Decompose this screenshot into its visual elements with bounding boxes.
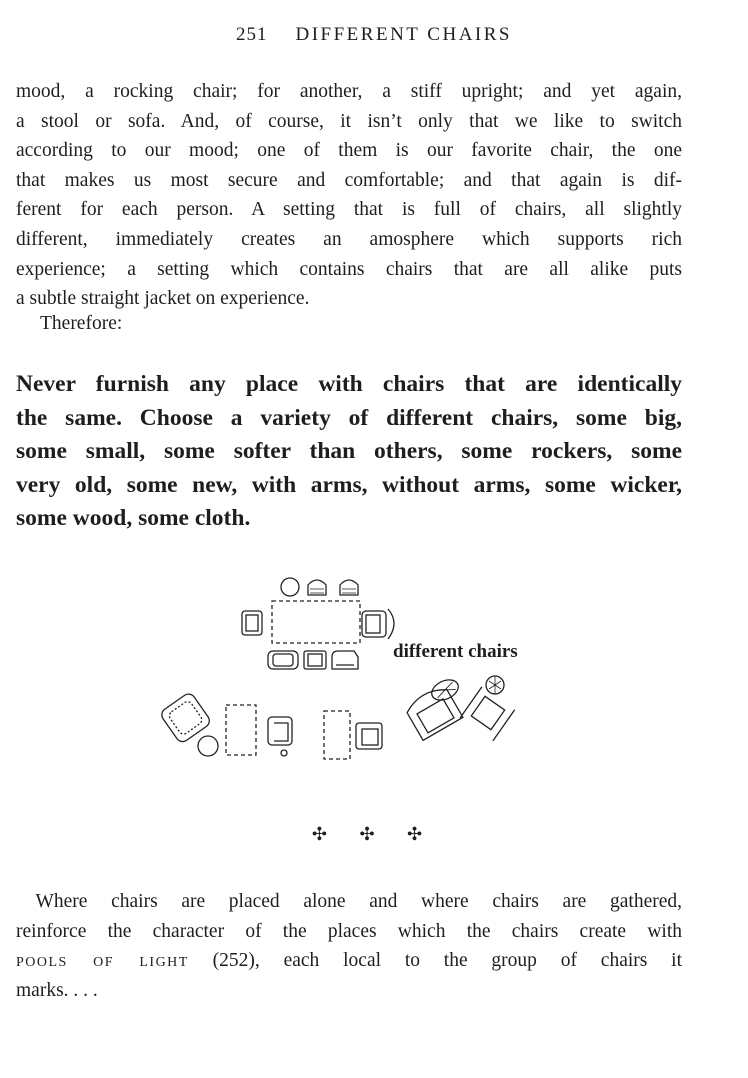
table-outline (272, 601, 360, 643)
solution-line: very old, some new, with arms, without arms, some wicker, (16, 471, 682, 498)
rocking-chair-icon (460, 687, 515, 741)
text-line: that makes us most secure and comfortable; and that again is dif- (16, 169, 682, 191)
diagram-label: different chairs (393, 641, 518, 662)
text-line: a stool or sofa. And, of course, it isn’t only that we like to switch (16, 110, 682, 132)
text-line (16, 887, 682, 917)
text-line: reinforce the character of the places which the chairs create with (16, 920, 682, 942)
page-number: 251 (236, 24, 268, 45)
text-line: mood, a rocking chair; for another, a stiff upright; and yet again, (16, 81, 682, 102)
text-line: a subtle straight jacket on experience. (16, 288, 310, 310)
chapter-title: DIFFERENT CHAIRS (295, 24, 512, 45)
chair-icon (356, 723, 382, 749)
armchair-icon (404, 684, 463, 741)
solution-statement (16, 368, 682, 536)
text-line: different, immediately creates an amosphere which supports rich (16, 228, 682, 250)
armchair-icon (362, 609, 394, 639)
chair-icon (308, 580, 326, 595)
solution-line: some small, some softer than others, some rockers, some (16, 438, 682, 464)
chairs-diagram (150, 565, 570, 780)
page-header (0, 24, 748, 46)
pattern-reference: pools of light (16, 950, 189, 972)
chair-icon (340, 580, 358, 595)
text-line: marks. . . . (16, 979, 98, 1001)
chair-icon (332, 651, 358, 669)
text-line: according to our mood; one of them is our favorite chair, the one (16, 140, 682, 162)
stool-icon (281, 578, 299, 596)
stool-icon (486, 676, 504, 694)
paragraph-2 (16, 887, 682, 1005)
chair-icon (242, 611, 262, 635)
therefore-label: Therefore: (40, 313, 123, 334)
armchair-icon (268, 717, 292, 756)
solution-line: the same. Choose a variety of different chairs, some big, (16, 404, 682, 431)
text-line (16, 946, 682, 976)
text-fragment: (252), each local to the group of chairs it (188, 950, 682, 972)
solution-line: Never furnish any place with chairs that are identically (16, 371, 682, 397)
table-outline (324, 711, 350, 759)
chair-icon (268, 651, 298, 669)
paragraph-1 (16, 77, 682, 314)
wicker-stool-icon (429, 676, 462, 704)
text-line: ferent for each person. A setting that is full of chairs, all slightly (16, 199, 682, 221)
table-outline (226, 705, 256, 755)
chair-icon (304, 651, 326, 669)
text-fragment: Where chairs are placed alone and where chairs are gathered, (35, 891, 682, 912)
text-line: experience; a setting which contains chairs that are all alike puts (16, 258, 682, 280)
stool-icon (198, 736, 218, 756)
solution-line: some wood, some cloth. (16, 505, 251, 531)
section-ornament: ✣ ✣ ✣ (311, 824, 437, 844)
